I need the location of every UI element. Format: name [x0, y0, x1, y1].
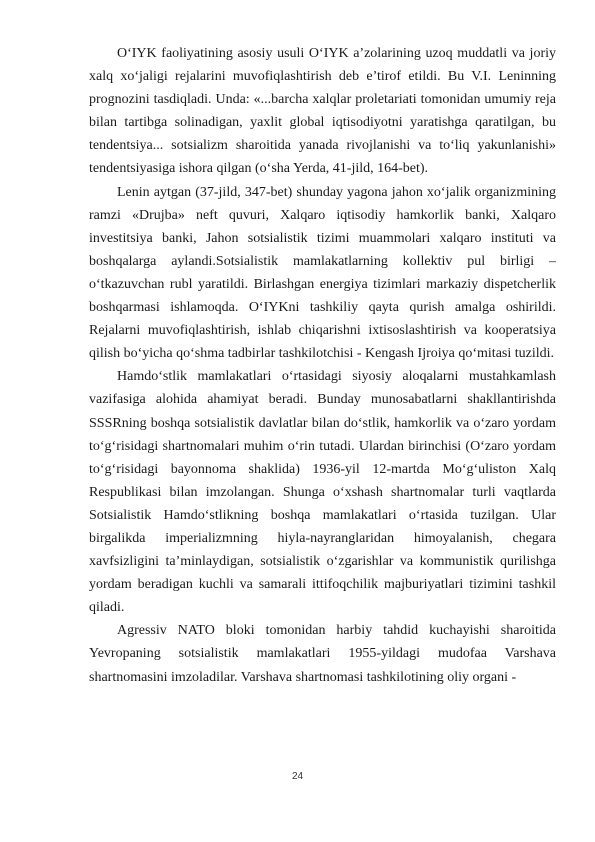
document-body [89, 42, 556, 689]
paragraph-3: Hamdo‘stlik mamlakatlari o‘rtasidagi siyosiy aloqalarni mustahkamlash vazifasiga alohida ahamiyat beradi. Bunday munosabatlarni shakllantirishda SSSRning boshqa sotsialistik davlatlar bilan do‘stlik, hamkorlik va o‘zaro yordam to‘g‘risidagi shartnomalari muhim o‘rin tutadi. Ulardan birinchisi (O‘zaro yordam to‘g‘risidagi bayonnoma shaklida) 1936-yil 12-martda Mo‘g‘uliston Xalq Respublikasi bilan imzolangan. Shunga o‘xshash shartnomalar turli vaqtlarda Sotsialistik Hamdo‘stlikning boshqa mamlakatlari o‘rtasida tuzilgan. Ular birgalikda imperializmning hiyla-nayranglaridan himoyalanish, chegara xavfsizligini ta’minlaydigan, sotsialistik o‘zgarishlar va kommunistik qurilishga yordam beradigan kuchli va samarali ittifoqchilik majburiyatlari tizimini tashkil qiladi. [89, 369, 556, 616]
paragraph-1: O‘IYK faoliyatining asosiy usuli O‘IYK a’zolarining uzoq muddatli va joriy xalq xo‘jaligi rejalarini muvofiqlashtirish deb e’tirof etildi. Bu V.I. Leninning prognozini tasdiqladi. Unda: «...barcha xalqlar proletariati tomonidan umumiy reja bilan tartibga solinadigan, yaxlit global iqtisodiyotni yaratishga qaratilgan, bu tendentsiya... sotsializm sharoitida yanada rivojlanishi va to‘liq yakunlanishi» tendentsiyasiga ishora qilgan (o‘sha Yerda, 41-jild, 164-bet). [89, 46, 556, 177]
paragraph-4: Agressiv NATO bloki tomonidan harbiy tahdid kuchayishi sharoitida Yevropaning sotsialistik mamlakatlari 1955-yildagi mudofaa Varshava shartnomasini imzoladilar. Varshava shartnomasi tashkilotining oliy organi - [89, 623, 556, 685]
page-number: 24 [291, 771, 304, 782]
paragraph-2: Lenin aytgan (37-jild, 347-bet) shunday yagona jahon xo‘jalik organizmining ramzi «Drujba» neft quvuri, Xalqaro iqtisodiy hamkorlik banki, Xalqaro investitsiya banki, Jahon sotsialistik tizimi muammolari xalqaro instituti va boshqalarga aylandi.Sotsialistik mamlakatlarning kollektiv pul birligi – o‘tkazuvchan rubl yaratildi. Birlashgan energiya tizimlari markaziy dispetcherlik boshqarmasi ishlamoqda. O‘IYKni tashkiliy qayta qurish amalga oshirildi. Rejalarni muvofiqlashtirish, ishlab chiqarishni ixtisoslashtirish va kooperatsiya qilish bo‘yicha qo‘shma tadbirlar tashkilotchisi - Kengash Ijroiya qo‘mitasi tuzildi. [89, 184, 556, 362]
